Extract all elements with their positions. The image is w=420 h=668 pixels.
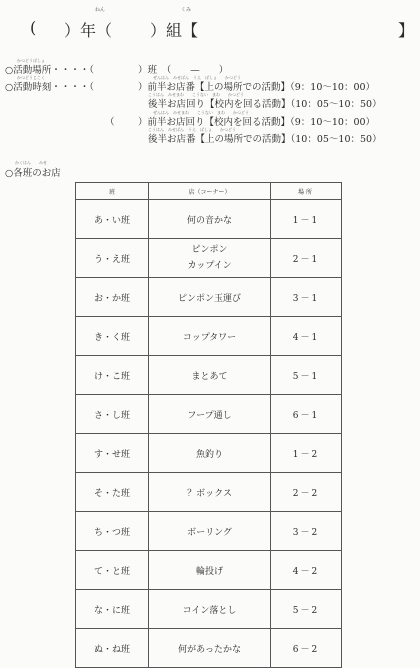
place-cell: 2－1 <box>271 239 342 278</box>
heading-year-label: ）年（ <box>64 21 113 40</box>
slot2-open-paren: （ <box>105 117 115 128</box>
group-cell: な・に班 <box>76 590 149 629</box>
group-cell: そ・た班 <box>76 473 149 512</box>
header-shop: 店（コーナー） <box>149 183 271 200</box>
shop-cell: ボーリング <box>149 512 271 551</box>
table-header-row <box>76 183 342 200</box>
shops-table <box>75 182 342 668</box>
shop-cell: まとあて <box>149 356 271 395</box>
heading-year-ruby: ねん <box>95 7 106 13</box>
group-cell: う・え班 <box>76 239 149 278</box>
shop-cell: ？ボックス <box>149 473 271 512</box>
table-row <box>76 356 342 395</box>
group-cell: あ・い班 <box>76 200 149 239</box>
slot2-line2-ruby: こうはん みせばん うえ ばしょ かつどう <box>148 127 236 132</box>
time-ruby: かつどうじこく <box>17 75 45 80</box>
slot1-line2-ruby: こうはん みせまわ こうない まわ かつどう <box>148 92 244 97</box>
table-row <box>76 239 342 278</box>
activity-time-label: ○活動時刻・・・・（ <box>5 82 95 93</box>
header-place: 場所 <box>271 183 342 200</box>
group-cell: お・か班 <box>76 278 149 317</box>
table-row <box>76 512 342 551</box>
place-cell: 1－1 <box>271 200 342 239</box>
class-heading <box>0 6 420 40</box>
table-row <box>76 200 342 239</box>
shop-cell: ピンポン玉運び <box>149 278 271 317</box>
shops-ruby: かくはん みせ <box>15 160 47 165</box>
table-row <box>76 551 342 590</box>
activity-place-value: ）班 （ — ） <box>138 65 229 76</box>
table-row <box>76 434 342 473</box>
group-cell: け・こ班 <box>76 356 149 395</box>
group-cell: き・く班 <box>76 317 149 356</box>
slot2-second-half: 後半お店番【上の場所での活動】（10：05〜10：50） <box>148 134 382 145</box>
heading-open-paren: ( <box>30 18 37 37</box>
slot2-first-half: ）前半お店回り【校内を回る活動】（9：10〜10：00） <box>138 117 376 128</box>
slot1-line1-ruby: ぜんはん みせばん うえ ばしょ かつどう <box>153 75 241 80</box>
shops-section-label: ○各班のお店 <box>5 168 61 179</box>
place-cell: 3－1 <box>271 278 342 317</box>
heading-group-label: ）組【 <box>150 21 199 40</box>
slot1-first-half: ）前半お店番【上の場所での活動】（9：10〜10：00） <box>138 82 376 93</box>
shop-cell: コップタワー <box>149 317 271 356</box>
shop-line-2: カップイン <box>187 261 232 271</box>
place-cell: 4－1 <box>271 317 342 356</box>
place-cell: 4－2 <box>271 551 342 590</box>
shop-cell <box>149 239 271 278</box>
place-cell: 6－2 <box>271 629 342 668</box>
group-cell: す・せ班 <box>76 434 149 473</box>
shop-line-1: ピンポン <box>191 245 228 255</box>
shop-cell: 輪投げ <box>149 551 271 590</box>
slot2-line1-ruby: ぜんはん みせまわ こうない まわ かつどう <box>153 110 249 115</box>
group-cell: ち・つ班 <box>76 512 149 551</box>
activity-info <box>5 58 415 178</box>
table-row <box>76 590 342 629</box>
place-cell: 1－2 <box>271 434 342 473</box>
header-group: 班 <box>76 183 149 200</box>
group-cell: さ・し班 <box>76 395 149 434</box>
group-cell: ぬ・ね班 <box>76 629 149 668</box>
shop-cell: 魚釣り <box>149 434 271 473</box>
table-row <box>76 473 342 512</box>
slot1-second-half: 後半お店回り【校内を回る活動】（10：05〜10：50） <box>148 99 382 110</box>
place-cell: 5－2 <box>271 590 342 629</box>
place-cell: 6－1 <box>271 395 342 434</box>
heading-group-ruby: くみ <box>181 7 192 13</box>
table-row <box>76 317 342 356</box>
place-cell: 5－1 <box>271 356 342 395</box>
table-row <box>76 629 342 668</box>
group-cell: て・と班 <box>76 551 149 590</box>
table-row <box>76 278 342 317</box>
activity-place-label: ○活動場所・・・・（ <box>5 65 95 76</box>
place-cell: 2－2 <box>271 473 342 512</box>
shop-cell: 何があったかな <box>149 629 271 668</box>
table-row <box>76 395 342 434</box>
place-ruby: かつどうばしょ <box>17 58 45 63</box>
shop-cell: 何の音かな <box>149 200 271 239</box>
place-cell: 3－2 <box>271 512 342 551</box>
shop-cell: フープ通し <box>149 395 271 434</box>
shop-cell: コイン落とし <box>149 590 271 629</box>
heading-end-bracket: 】 <box>398 21 415 40</box>
